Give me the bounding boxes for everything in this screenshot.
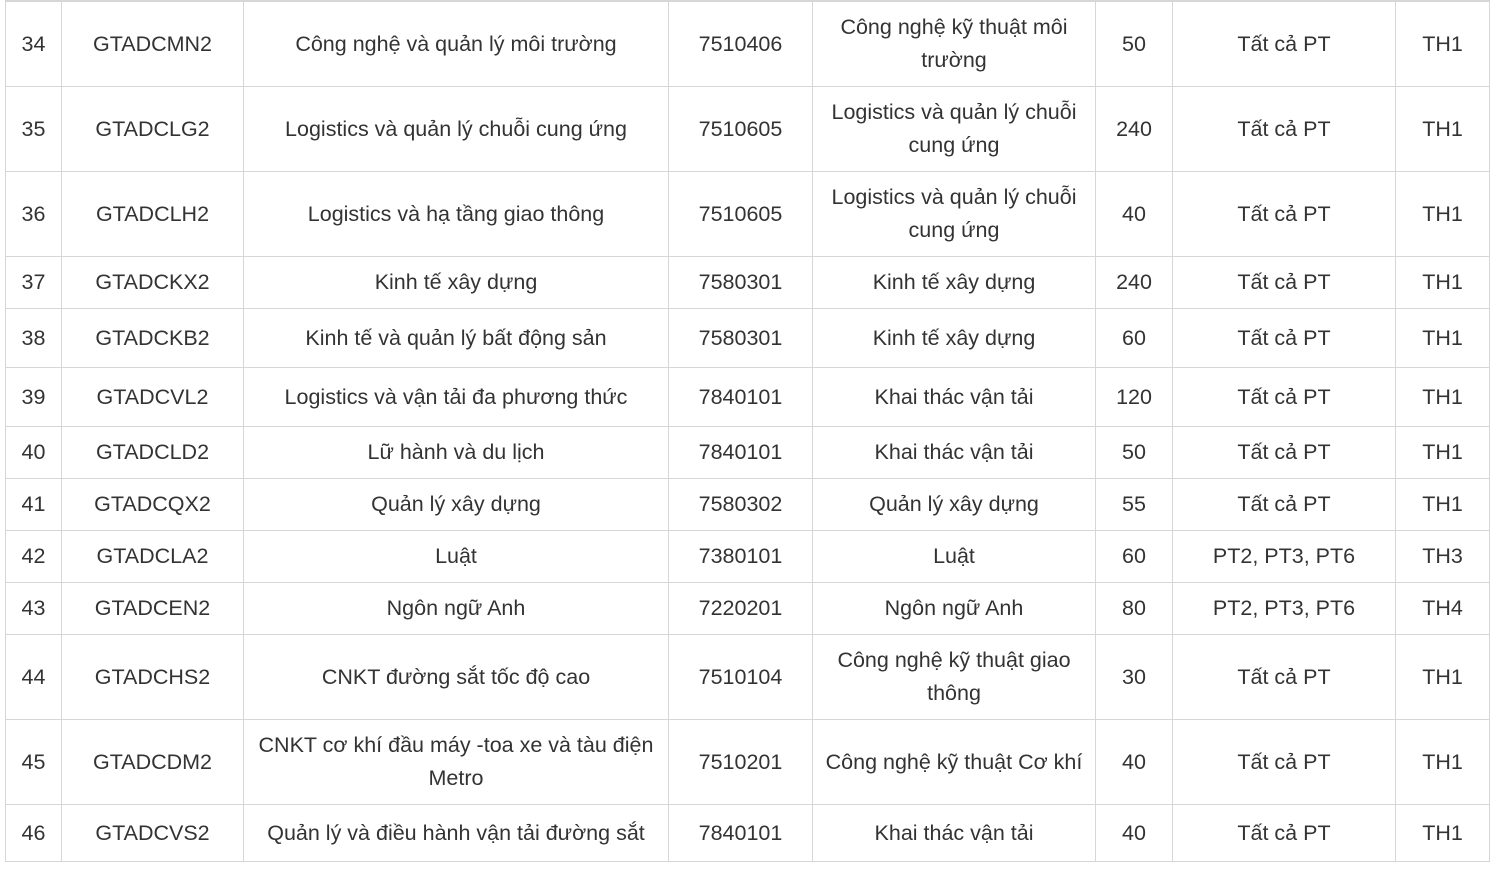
quota-cell: 55 [1096, 479, 1173, 531]
major-code-cell: 7580301 [669, 257, 813, 309]
quota-cell: 120 [1096, 368, 1173, 427]
row-number-cell: 36 [6, 172, 62, 257]
program-name-cell: CNKT cơ khí đầu máy -toa xe và tàu điện Metro [244, 720, 669, 805]
admission-code-cell: GTADCVS2 [62, 805, 244, 862]
row-number-cell: 35 [6, 87, 62, 172]
major-name-cell: Quản lý xây dựng [813, 479, 1096, 531]
admission-methods-cell: Tất cả PT [1173, 1, 1396, 87]
subject-combo-cell: TH3 [1396, 531, 1490, 583]
table-row [6, 87, 1490, 172]
program-name-cell: Kinh tế và quản lý bất động sản [244, 309, 669, 368]
major-name-cell: Khai thác vận tải [813, 427, 1096, 479]
subject-combo-cell: TH1 [1396, 309, 1490, 368]
admission-methods-cell: Tất cả PT [1173, 87, 1396, 172]
major-name-cell: Logistics và quản lý chuỗi cung ứng [813, 172, 1096, 257]
quota-cell: 40 [1096, 172, 1173, 257]
admission-methods-cell: Tất cả PT [1173, 635, 1396, 720]
admission-code-cell: GTADCEN2 [62, 583, 244, 635]
quota-cell: 80 [1096, 583, 1173, 635]
major-name-cell: Công nghệ kỹ thuật Cơ khí [813, 720, 1096, 805]
subject-combo-cell: TH1 [1396, 1, 1490, 87]
major-name-cell: Khai thác vận tải [813, 368, 1096, 427]
quota-cell: 60 [1096, 309, 1173, 368]
admission-code-cell: GTADCKB2 [62, 309, 244, 368]
table-row [6, 720, 1490, 805]
program-name-cell: Công nghệ và quản lý môi trường [244, 1, 669, 87]
major-name-cell: Công nghệ kỹ thuật giao thông [813, 635, 1096, 720]
admission-code-cell: GTADCLG2 [62, 87, 244, 172]
admission-methods-cell: PT2, PT3, PT6 [1173, 531, 1396, 583]
admission-code-cell: GTADCDM2 [62, 720, 244, 805]
admission-code-cell: GTADCVL2 [62, 368, 244, 427]
major-name-cell: Khai thác vận tải [813, 805, 1096, 862]
admission-methods-cell: Tất cả PT [1173, 720, 1396, 805]
table-row [6, 635, 1490, 720]
quota-cell: 50 [1096, 1, 1173, 87]
major-code-cell: 7510605 [669, 87, 813, 172]
admission-methods-cell: Tất cả PT [1173, 257, 1396, 309]
admission-code-cell: GTADCKX2 [62, 257, 244, 309]
subject-combo-cell: TH1 [1396, 87, 1490, 172]
admission-code-cell: GTADCMN2 [62, 1, 244, 87]
subject-combo-cell: TH1 [1396, 635, 1490, 720]
major-code-cell: 7380101 [669, 531, 813, 583]
subject-combo-cell: TH1 [1396, 427, 1490, 479]
row-number-cell: 38 [6, 309, 62, 368]
program-name-cell: Quản lý và điều hành vận tải đường sắt [244, 805, 669, 862]
subject-combo-cell: TH1 [1396, 257, 1490, 309]
row-number-cell: 39 [6, 368, 62, 427]
table-row [6, 257, 1490, 309]
quota-cell: 50 [1096, 427, 1173, 479]
admission-code-cell: GTADCLH2 [62, 172, 244, 257]
row-number-cell: 44 [6, 635, 62, 720]
table-row [6, 309, 1490, 368]
quota-cell: 30 [1096, 635, 1173, 720]
major-code-cell: 7510104 [669, 635, 813, 720]
program-name-cell: Quản lý xây dựng [244, 479, 669, 531]
program-name-cell: Luật [244, 531, 669, 583]
admission-code-cell: GTADCQX2 [62, 479, 244, 531]
admission-code-cell: GTADCLA2 [62, 531, 244, 583]
admission-methods-cell: Tất cả PT [1173, 172, 1396, 257]
major-code-cell: 7580302 [669, 479, 813, 531]
row-number-cell: 42 [6, 531, 62, 583]
row-number-cell: 43 [6, 583, 62, 635]
quota-cell: 60 [1096, 531, 1173, 583]
admission-methods-cell: Tất cả PT [1173, 427, 1396, 479]
major-code-cell: 7840101 [669, 427, 813, 479]
table-row [6, 479, 1490, 531]
admission-methods-cell: Tất cả PT [1173, 479, 1396, 531]
admission-methods-cell: Tất cả PT [1173, 805, 1396, 862]
program-name-cell: CNKT đường sắt tốc độ cao [244, 635, 669, 720]
major-code-cell: 7220201 [669, 583, 813, 635]
subject-combo-cell: TH1 [1396, 172, 1490, 257]
major-name-cell: Công nghệ kỹ thuật môi trường [813, 1, 1096, 87]
table-row [6, 427, 1490, 479]
admission-methods-cell: PT2, PT3, PT6 [1173, 583, 1396, 635]
admission-methods-cell: Tất cả PT [1173, 309, 1396, 368]
table-row [6, 1, 1490, 87]
major-code-cell: 7510605 [669, 172, 813, 257]
admission-methods-cell: Tất cả PT [1173, 368, 1396, 427]
program-name-cell: Ngôn ngữ Anh [244, 583, 669, 635]
admission-code-cell: GTADCHS2 [62, 635, 244, 720]
row-number-cell: 45 [6, 720, 62, 805]
admission-code-cell: GTADCLD2 [62, 427, 244, 479]
major-code-cell: 7840101 [669, 368, 813, 427]
table-row [6, 531, 1490, 583]
major-code-cell: 7510406 [669, 1, 813, 87]
table-row [6, 368, 1490, 427]
table-body [6, 1, 1490, 862]
quota-cell: 40 [1096, 805, 1173, 862]
subject-combo-cell: TH1 [1396, 805, 1490, 862]
major-code-cell: 7840101 [669, 805, 813, 862]
row-number-cell: 40 [6, 427, 62, 479]
major-code-cell: 7580301 [669, 309, 813, 368]
quota-cell: 240 [1096, 257, 1173, 309]
program-name-cell: Lữ hành và du lịch [244, 427, 669, 479]
row-number-cell: 46 [6, 805, 62, 862]
program-name-cell: Kinh tế xây dựng [244, 257, 669, 309]
program-name-cell: Logistics và vận tải đa phương thức [244, 368, 669, 427]
program-name-cell: Logistics và hạ tầng giao thông [244, 172, 669, 257]
major-code-cell: 7510201 [669, 720, 813, 805]
major-name-cell: Ngôn ngữ Anh [813, 583, 1096, 635]
subject-combo-cell: TH1 [1396, 368, 1490, 427]
admissions-table-container [5, 0, 1489, 862]
table-row [6, 583, 1490, 635]
subject-combo-cell: TH1 [1396, 479, 1490, 531]
major-name-cell: Kinh tế xây dựng [813, 257, 1096, 309]
row-number-cell: 41 [6, 479, 62, 531]
subject-combo-cell: TH4 [1396, 583, 1490, 635]
quota-cell: 240 [1096, 87, 1173, 172]
subject-combo-cell: TH1 [1396, 720, 1490, 805]
major-name-cell: Logistics và quản lý chuỗi cung ứng [813, 87, 1096, 172]
table-row [6, 172, 1490, 257]
table-row [6, 805, 1490, 862]
quota-cell: 40 [1096, 720, 1173, 805]
major-name-cell: Kinh tế xây dựng [813, 309, 1096, 368]
program-name-cell: Logistics và quản lý chuỗi cung ứng [244, 87, 669, 172]
row-number-cell: 34 [6, 1, 62, 87]
major-name-cell: Luật [813, 531, 1096, 583]
row-number-cell: 37 [6, 257, 62, 309]
admissions-table [5, 0, 1490, 862]
